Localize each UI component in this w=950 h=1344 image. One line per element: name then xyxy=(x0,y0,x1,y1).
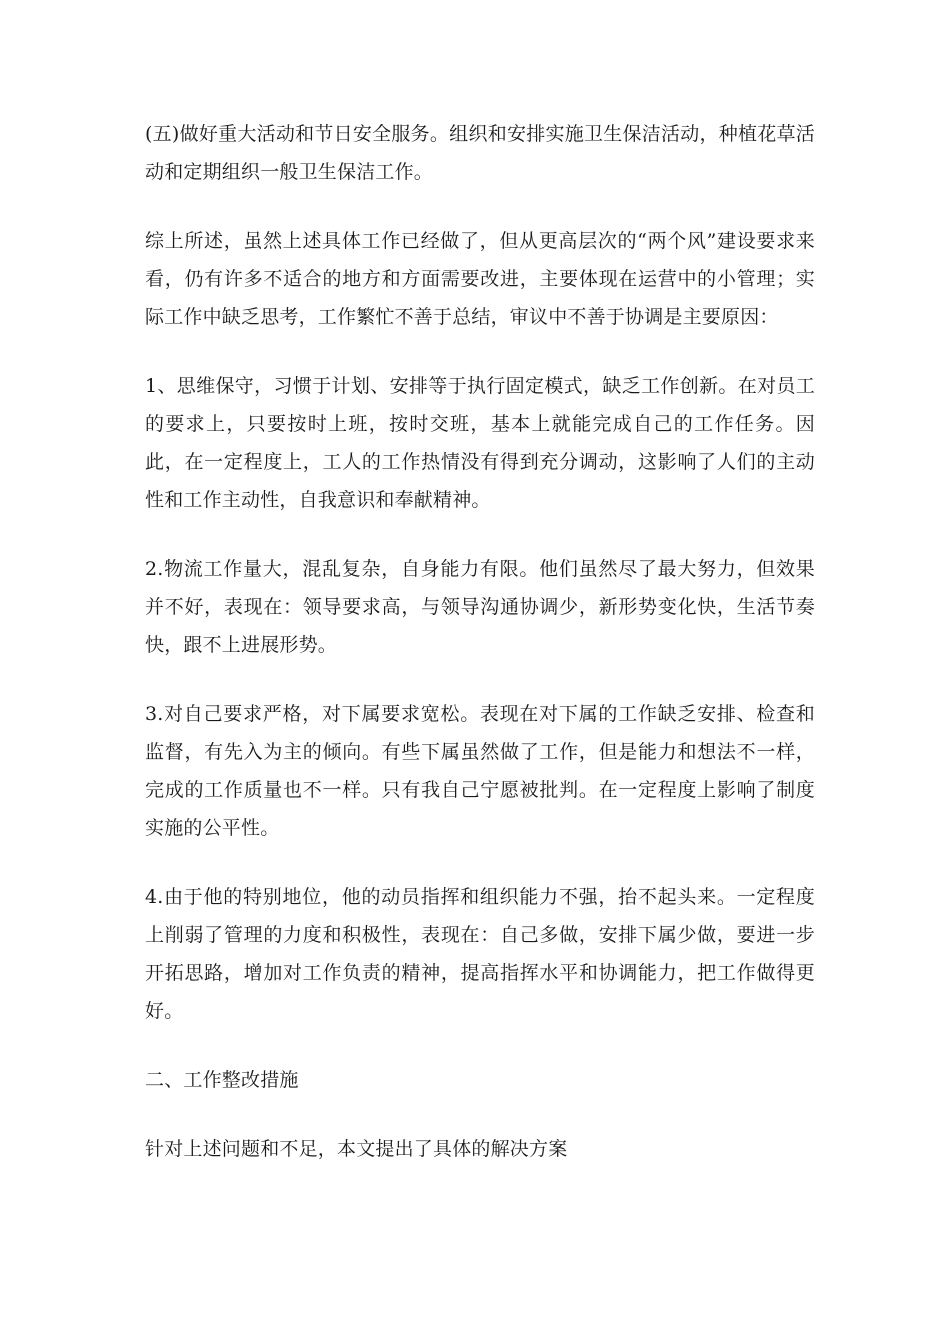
paragraph-summary: 综上所述，虽然上述具体工作已经做了，但从更高层次的“两个风”建设要求来看，仍有许多不适合的地方和方面需要改进，主要体现在运营中的小管理；实际工作中缺乏思考，工作繁忙不善于总结，审议中不善于协调是主要原因： xyxy=(145,230,815,328)
paragraph-problem-4: 4.由于他的特别地位，他的动员指挥和组织能力不强，抬不起头来。一定程度上削弱了管理的力度和积极性，表现在：自己多做，安排下属少做，要进一步开拓思路，增加对工作负责的精神，提高指挥水平和协调能力，把工作做得更好。 xyxy=(145,886,815,1022)
paragraph-problem-1: 1、思维保守，习惯于计划、安排等于执行固定模式，缺乏工作创新。在对员工的要求上，只要按时上班，按时交班，基本上就能完成自己的工作任务。因此，在一定程度上，工人的工作热情没有得到充分调动，这影响了人们的主动性和工作主动性，自我意识和奉献精神。 xyxy=(145,375,815,511)
document-body xyxy=(145,115,815,1199)
paragraph-problem-3: 3.对自己要求严格，对下属要求宽松。表现在对下属的工作缺乏安排、检查和监督，有先入为主的倾向。有些下属虽然做了工作，但是能力和想法不一样，完成的工作质量也不一样。只有我自己宁愿被批判。在一定程度上影响了制度实施的公平性。 xyxy=(145,703,815,839)
paragraph-solution-intro: 针对上述问题和不足，本文提出了具体的解决方案 xyxy=(145,1138,568,1160)
section-heading-rectification: 二、工作整改措施 xyxy=(145,1069,299,1091)
paragraph-problem-2: 2.物流工作量大，混乱复杂，自身能力有限。他们虽然尽了最大努力，但效果并不好，表现在：领导要求高，与领导沟通协调少，新形势变化快，生活节奏快，跟不上进展形势。 xyxy=(145,558,815,656)
paragraph-item-5-safety-service: (五)做好重大活动和节日安全服务。组织和安排实施卫生保洁活动，种植花草活动和定期组织一般卫生保洁工作。 xyxy=(145,123,815,183)
